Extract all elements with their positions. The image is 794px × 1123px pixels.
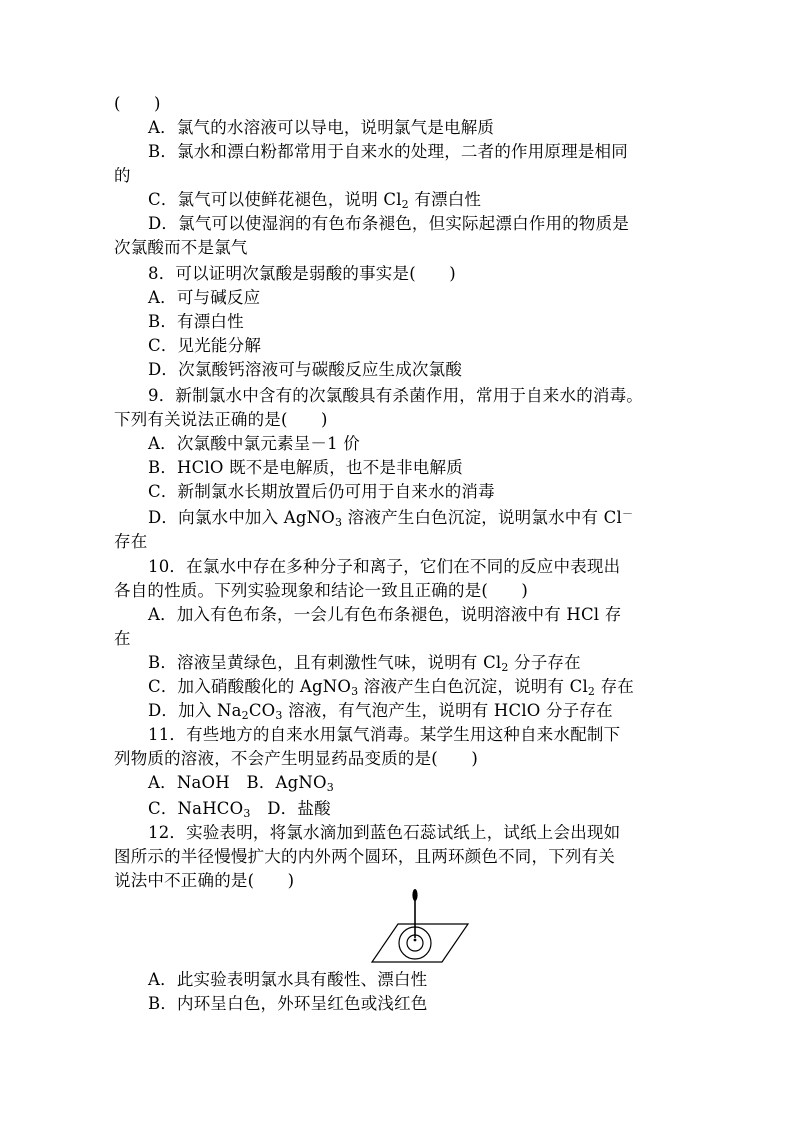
q7-option-b-cont: 的: [114, 166, 131, 185]
q8-option-a: A．可与碱反应: [148, 288, 261, 307]
q9-option-d-cont: 存在: [114, 532, 148, 551]
q9-option-b: B．HClO 既不是电解质，也不是非电解质: [148, 458, 463, 477]
q11-stem-cont: 列物质的溶液，不会产生明显药品变质的是( ): [114, 749, 478, 768]
q7-option-d-cont: 次氯酸而不是氯气: [114, 238, 248, 257]
q10-option-b: B．溶液呈黄绿色，且有刺激性气味，说明有 $Cl_2$ 分子存在: [148, 653, 581, 674]
q8-stem: 8．可以证明次氯酸是弱酸的事实是( ): [148, 264, 456, 283]
q7-option-d: D．氯气可以使湿润的有色布条褪色，但实际起漂白作用的物质是: [148, 214, 630, 233]
q8-option-d: D．次氯酸钙溶液可与碳酸反应生成次氯酸: [148, 360, 463, 379]
q12-stem: 12．实验表明，将氯水滴加到蓝色石蕊试纸上，试纸上会出现如: [148, 823, 621, 842]
q9-stem: 9．新制氯水中含有的次氯酸具有杀菌作用，常用于自来水的消毒。: [148, 386, 643, 405]
q7-option-a: A．氯气的水溶液可以导电，说明氯气是电解质: [148, 118, 495, 137]
q10-stem: 10．在氯水中存在多种分子和离子，它们在不同的反应中表现出: [148, 557, 621, 576]
q12-stem-cont: 图所示的半径慢慢扩大的内外两个圆环，且两环颜色不同，下列有关: [114, 847, 615, 866]
q7-option-b: B．氯水和漂白粉都常用于自来水的处理，二者的作用原理是相同: [148, 142, 628, 161]
q8-option-c: C．见光能分解: [148, 336, 262, 355]
q10-stem-cont: 各自的性质。下列实验现象和结论一致且正确的是( ): [114, 581, 529, 600]
q10-option-d: D．加入 $Na_2CO_3$ 溶液，有气泡产生，说明有 HClO 分子存在: [148, 701, 613, 722]
q11-stem: 11．有些地方的自来水用氯气消毒。某学生用这种自来水配制下: [148, 725, 621, 744]
q12-option-a: A．此实验表明氯水具有酸性、漂白性: [148, 970, 428, 989]
q9-stem-cont: 下列有关说法正确的是( ): [114, 410, 328, 429]
q9-option-a: A．次氯酸中氯元素呈－1 价: [148, 434, 360, 453]
q7-option-c: C．氯气可以使鲜花褪色，说明 $Cl_2$ 有漂白性: [148, 190, 482, 211]
q12-stem-cont-2: 说法中不正确的是( ): [114, 871, 295, 890]
q8-option-b: B．有漂白性: [148, 312, 244, 331]
q7-stem-tail: ( ): [114, 94, 161, 113]
q10-option-a: A．加入有色布条，一会儿有色布条褪色，说明溶液中有 HCl 存: [148, 605, 622, 624]
q9-option-c: C．新制氯水长期放置后仍可用于自来水的消毒: [148, 482, 495, 501]
q12-option-b: B．内环呈白色，外环呈红色或浅红色: [148, 994, 428, 1013]
q9-option-d: D．向氯水中加入 AgNO$_3$ 溶液产生白色沉淀，说明氯水中有 Cl－: [148, 507, 634, 529]
q10-option-c: C．加入硝酸酸化的 AgNO$_3$ 溶液产生白色沉淀，说明有 $Cl_2$ 存在: [148, 677, 634, 698]
q11-options-ab: A．NaOH B．AgNO$_3$: [148, 773, 334, 794]
dropper-on-test-paper-icon: [370, 888, 470, 964]
q11-options-cd: C．NaHCO$_3$ D．盐酸: [148, 799, 331, 820]
q10-option-a-cont: 在: [114, 629, 131, 648]
